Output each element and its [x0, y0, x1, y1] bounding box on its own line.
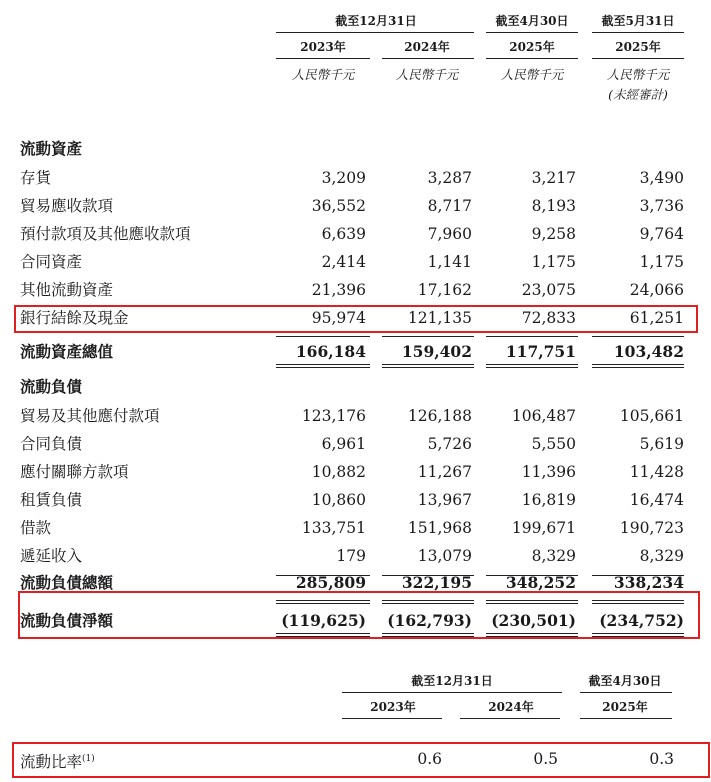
value-2023: 2,414 [321, 253, 366, 271]
value-2024: 1,141 [427, 253, 472, 271]
value-2023: 36,552 [311, 197, 366, 215]
row-label: 其他流動資產 [20, 281, 114, 299]
table-row [0, 165, 711, 191]
ratio-header-year-2024: 2024年 [488, 700, 534, 714]
value-apr-2025: 16,819 [521, 491, 576, 509]
ratio-header-year-2025: 2025年 [602, 700, 648, 714]
value-2023: 166,184 [295, 342, 366, 361]
row-label: 遞延收入 [20, 547, 83, 565]
row-label: 流動負債淨額 [20, 611, 114, 630]
unit-label-2: 人民幣千元 [395, 67, 459, 82]
table-row [0, 431, 711, 457]
value-may-2025: 338,234 [613, 573, 684, 592]
table-row [0, 543, 711, 569]
ratio-label: 流動比率 [20, 753, 83, 772]
value-2024: 7,960 [427, 225, 472, 243]
ratio-label-wrap [20, 746, 95, 775]
table-row [0, 515, 711, 541]
value-may-2025: 190,723 [619, 519, 684, 537]
header-group-may31: 截至5月31日 [601, 14, 675, 28]
row-label: 應付關聯方款項 [20, 463, 129, 481]
row-label: 貿易及其他應付款項 [20, 407, 160, 425]
value-apr-2025: 11,396 [521, 463, 576, 481]
ratio-header-group-dec31: 截至12月31日 [411, 674, 493, 688]
value-2024: 322,195 [401, 573, 472, 592]
value-apr-2025: 348,252 [505, 573, 576, 592]
row-label: 流動負債總額 [20, 573, 114, 592]
header-group-dec31: 截至12月31日 [335, 14, 417, 28]
value-apr-2025: 9,258 [531, 225, 576, 243]
table-row [0, 221, 711, 247]
unit-label-3: 人民幣千元 [500, 67, 564, 82]
table-row [0, 403, 711, 429]
highlight-cash-box [14, 305, 698, 333]
net-current-liabilities-row [0, 608, 711, 634]
header-year-2024: 2024年 [404, 40, 450, 54]
value-2023: 6,639 [321, 225, 366, 243]
value-2024: (162,793) [387, 611, 472, 630]
value-apr-2025: 8,329 [531, 547, 576, 565]
value-apr-2025: (230,501) [491, 611, 576, 630]
unaudited-label: (未經審計) [608, 87, 668, 102]
value-2024: 13,967 [417, 491, 472, 509]
value-2024: 8,717 [427, 197, 472, 215]
table-row [0, 249, 711, 275]
current-ratio-row [0, 746, 711, 772]
row-label: 流動資產總值 [20, 342, 114, 361]
value-may-2025: 9,764 [639, 225, 684, 243]
value-apr-2025: 117,751 [505, 342, 576, 361]
value-may-2025: 16,474 [629, 491, 684, 509]
value-apr-2025: 106,487 [511, 407, 576, 425]
value-apr-2025: 5,550 [531, 435, 576, 453]
value-2024: 5,726 [427, 435, 472, 453]
value-may-2025: 11,428 [629, 463, 684, 481]
value-may-2025: (234,752) [599, 611, 684, 630]
value-2024: 13,079 [417, 547, 472, 565]
value-2023: 179 [336, 547, 366, 565]
value-apr-2025: 199,671 [511, 519, 576, 537]
value-2023: (119,625) [281, 611, 366, 630]
value-2024: 11,267 [417, 463, 472, 481]
row-label: 借款 [20, 519, 52, 537]
header-year-2025-apr: 2025年 [509, 40, 555, 54]
ratio-2025: 0.3 [649, 750, 674, 768]
value-may-2025: 61,251 [629, 309, 684, 327]
section-current-assets: 流動資產 [20, 139, 83, 158]
ratio-2024: 0.5 [533, 750, 558, 768]
value-2024: 159,402 [401, 342, 472, 361]
unit-label-1: 人民幣千元 [291, 67, 355, 82]
section-current-liabilities: 流動負債 [20, 377, 83, 396]
value-may-2025: 3,736 [639, 197, 684, 215]
value-may-2025: 24,066 [629, 281, 684, 299]
value-may-2025: 105,661 [619, 407, 684, 425]
value-2023: 21,396 [311, 281, 366, 299]
unit-label-4: 人民幣千元 [606, 67, 670, 82]
ratio-header-year-2023: 2023年 [370, 700, 416, 714]
value-2023: 3,209 [321, 169, 366, 187]
value-may-2025: 103,482 [613, 342, 684, 361]
row-label: 合同資產 [20, 253, 83, 271]
value-apr-2025: 8,193 [531, 197, 576, 215]
row-label: 租賃負債 [20, 491, 83, 509]
value-2024: 17,162 [417, 281, 472, 299]
table-row [0, 459, 711, 485]
value-apr-2025: 1,175 [531, 253, 576, 271]
header-year-2025-may: 2025年 [615, 40, 661, 54]
value-apr-2025: 72,833 [521, 309, 576, 327]
row-label: 貿易應收款項 [20, 197, 114, 215]
value-2024: 121,135 [407, 309, 472, 327]
value-2023: 133,751 [301, 519, 366, 537]
value-may-2025: 5,619 [639, 435, 684, 453]
row-label: 預付款項及其他應收款項 [20, 225, 191, 243]
header-group-apr30: 截至4月30日 [495, 14, 569, 28]
value-may-2025: 3,490 [639, 169, 684, 187]
value-apr-2025: 3,217 [531, 169, 576, 187]
ratio-header-group-apr30: 截至4月30日 [588, 674, 662, 688]
value-2023: 10,860 [311, 491, 366, 509]
value-apr-2025: 23,075 [521, 281, 576, 299]
value-2023: 123,176 [301, 407, 366, 425]
value-2023: 95,974 [311, 309, 366, 327]
value-2023: 10,882 [311, 463, 366, 481]
value-2024: 3,287 [427, 169, 472, 187]
ratio-2023: 0.6 [417, 750, 442, 768]
value-2024: 126,188 [407, 407, 472, 425]
value-2023: 6,961 [321, 435, 366, 453]
row-label: 銀行結餘及現金 [20, 309, 129, 327]
table-row [0, 193, 711, 219]
value-2023: 285,809 [295, 573, 366, 592]
value-may-2025: 8,329 [639, 547, 684, 565]
row-label: 合同負債 [20, 435, 83, 453]
table-row [0, 487, 711, 513]
table-row [0, 277, 711, 303]
row-label: 存貨 [20, 169, 52, 187]
ratio-footnote-ref: (1) [82, 754, 95, 764]
value-may-2025: 1,175 [639, 253, 684, 271]
value-2024: 151,968 [407, 519, 472, 537]
current-assets-total-row [0, 339, 711, 365]
header-year-2023: 2023年 [300, 40, 346, 54]
